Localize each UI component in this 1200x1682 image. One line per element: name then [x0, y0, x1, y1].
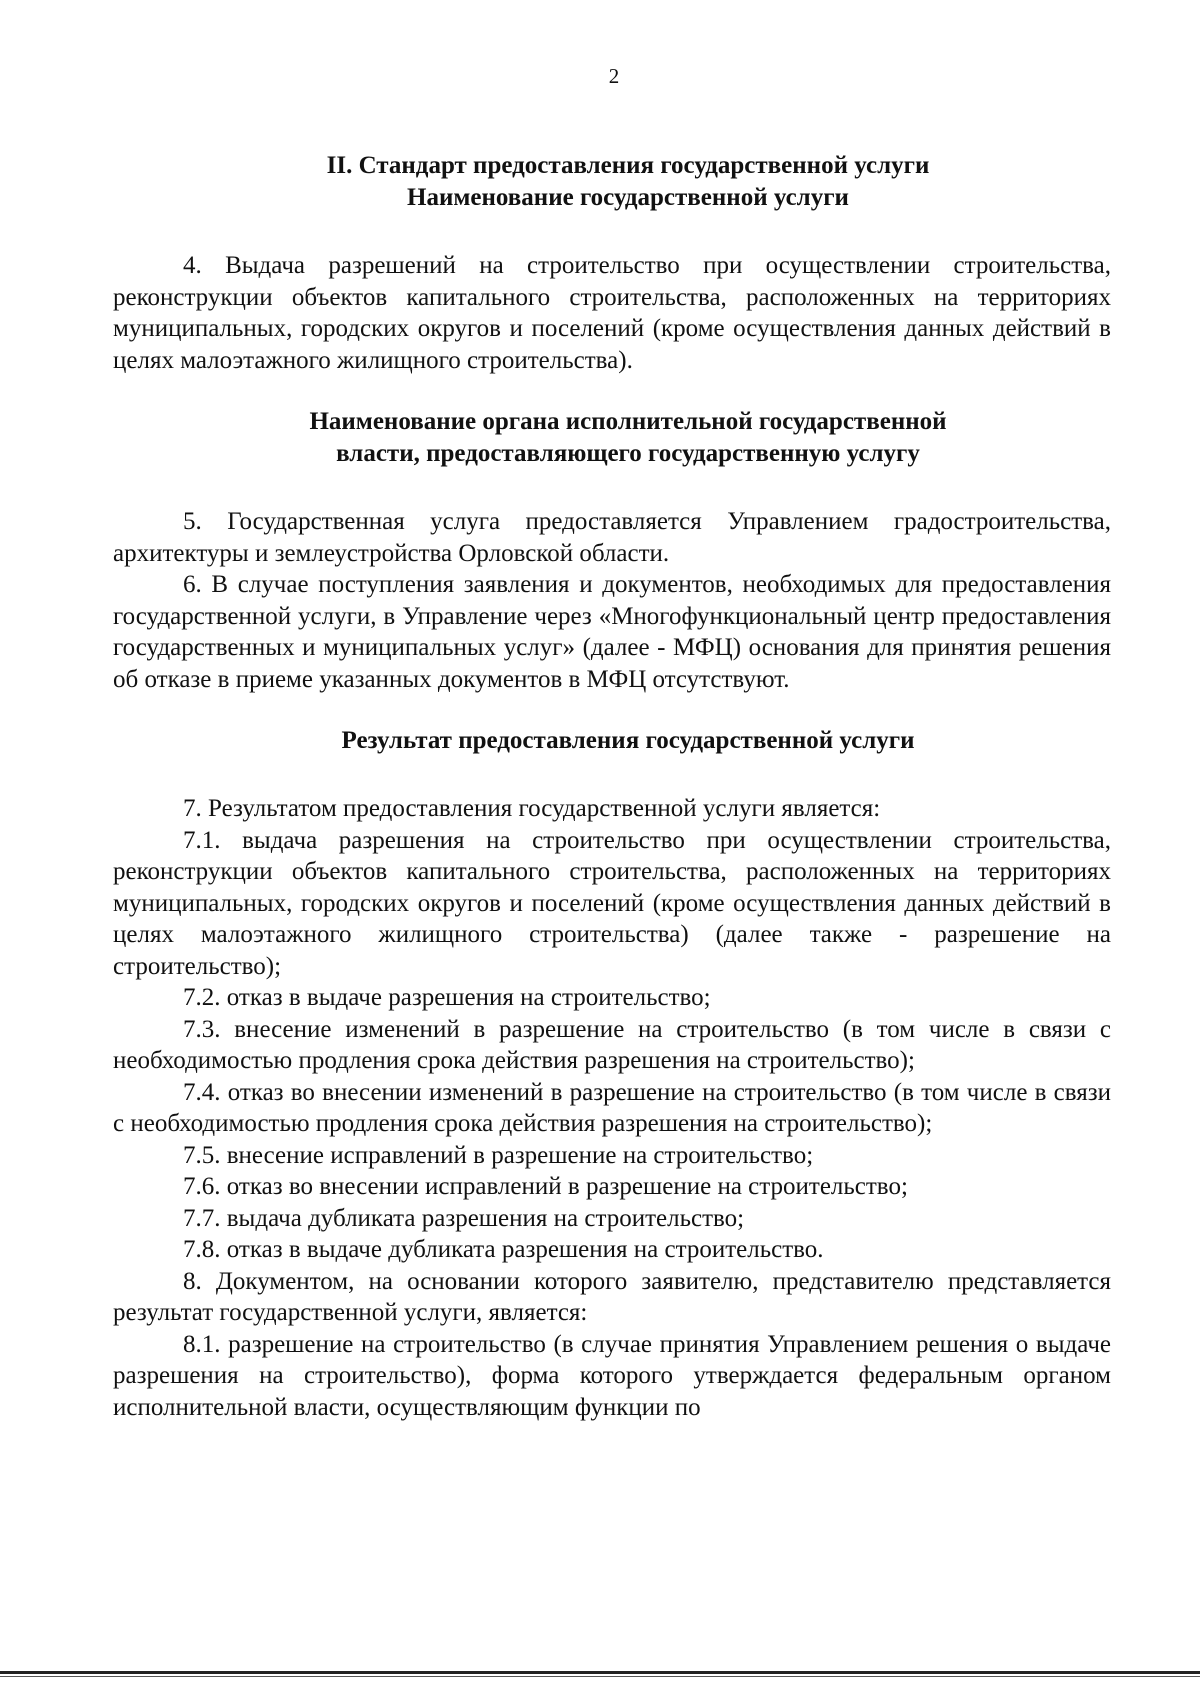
paragraph-4: 4. Выдача разрешений на строительство при осуществлении строительства, реконструкции объектов капитального строительства, расположенных на территориях муниципальных, городских округов и поселений (кроме осуществления данных действий в целях малоэтажного жилищного строительства). [113, 252, 1111, 374]
heading-line: власти, предоставляющего государственную услугу [336, 440, 920, 467]
section-heading-result [113, 725, 1111, 757]
section-heading-standard [113, 150, 1111, 214]
paragraph-7-1: 7.1. выдача разрешения на строительство при осуществлении строительства, реконструкции объектов капитального строительства, расположенных на территориях муниципальных, городских округов и поселений (кроме осуществления данных действий в целях малоэтажного жилищного строительства) (далее также - разрешение на строительство); [113, 826, 1111, 980]
document-body [113, 150, 1111, 1423]
paragraph-7-2: 7.2. отказ в выдаче разрешения на строительство; [183, 984, 711, 1011]
heading-line: Наименование государственной услуги [407, 184, 849, 211]
paragraph-7-4: 7.4. отказ во внесении изменений в разрешение на строительство (в том числе в связи с необходимостью продления срока действия разрешения на строительство); [113, 1078, 1111, 1137]
scan-edge-line [0, 1671, 1200, 1674]
paragraph-6: 6. В случае поступления заявления и документов, необходимых для предоставления государственной услуги, в Управление через «Многофункциональный центр предоставления государственных и муниципальных услуг» (далее - МФЦ) основания для принятия решения об отказе в приеме указанных документов в МФЦ отсутствуют. [113, 571, 1111, 693]
section-heading-authority [113, 406, 1111, 470]
heading-line: Наименование органа исполнительной государственной [309, 408, 947, 435]
paragraph-8-1: 8.1. разрешение на строительство (в случае принятия Управлением решения о выдаче разрешения на строительство), форма которого утверждается федеральным органом исполнительной власти, осуществляющим функции по [113, 1330, 1111, 1421]
paragraph-7-5: 7.5. внесение исправлений в разрешение на строительство; [183, 1141, 814, 1169]
heading-line: Результат предоставления государственной услуги [341, 727, 915, 754]
paragraph-7-6: 7.6. отказ во внесении исправлений в разрешение на строительство; [183, 1173, 908, 1200]
paragraph-7: 7. Результатом предоставления государственной услуги является: [183, 795, 881, 822]
paragraph-7-7: 7.7. выдача дубликата разрешения на строительство; [183, 1204, 745, 1232]
paragraph-5: 5. Государственная услуга предоставляется Управлением градостроительства, архитектуры и землеустройства Орловской области. [113, 508, 1111, 567]
paragraph-8: 8. Документом, на основании которого заявителю, представителю представляется результат государственной услуги, является: [113, 1267, 1111, 1326]
page-number: 2 [608, 64, 620, 88]
paragraph-7-3: 7.3. внесение изменений в разрешение на строительство (в том числе в связи с необходимостью продления срока действия разрешения на строительство); [113, 1015, 1111, 1074]
heading-line: II. Стандарт предоставления государственной услуги [326, 152, 930, 179]
scan-edge-line [0, 1676, 1200, 1677]
paragraph-7-8: 7.8. отказ в выдаче дубликата разрешения на строительство. [183, 1236, 824, 1263]
